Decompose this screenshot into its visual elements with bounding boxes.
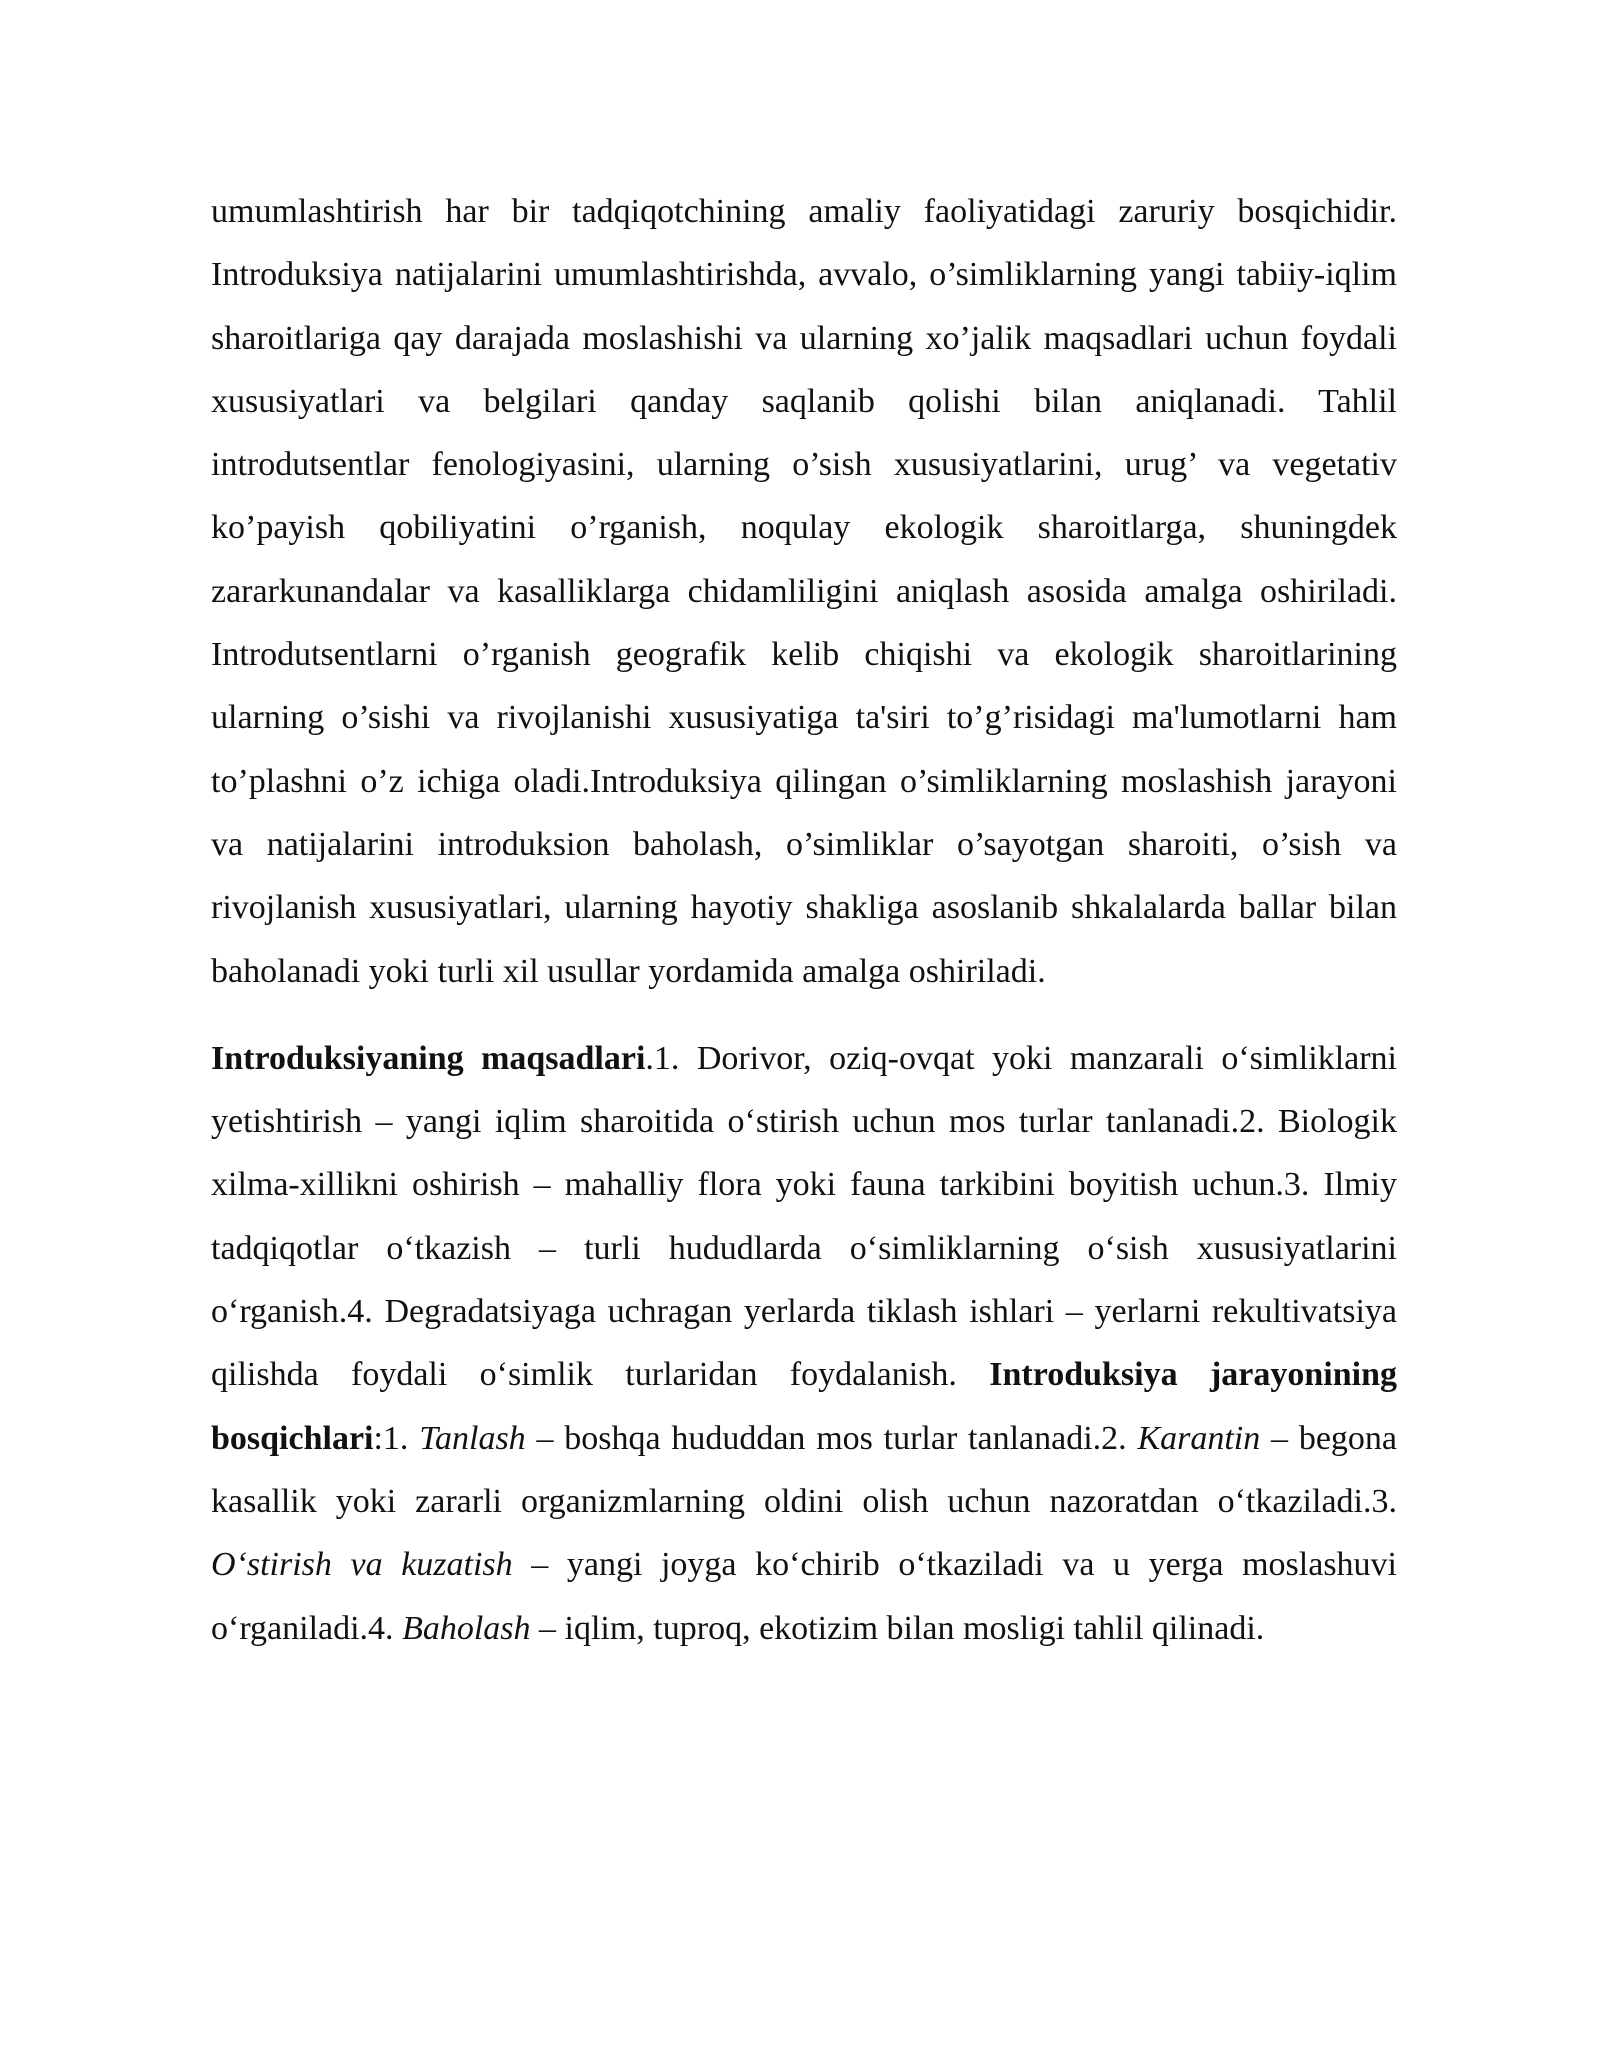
paragraph-introduction-results: umumlashtirish har bir tadqiqotchining amaliy faoliyatidagi zaruriy bosqichidir. Introduksiya natijalarini umumlashtirishda, avvalo, o’simliklarning yangi tabiiy-iqlim sharoitlariga qay darajada moslashishi va ularning xo’jalik maqsadlari uchun foydali xususiyatlari va belgilari qanday saqlanib qolishi bilan aniqlanadi. Tahlil introdutsentlar fenologiyasini, ularning o’sish xususiyatlarini, urug’ va vegetativ ko’payish qobiliyatini o’rganish, noqulay ekologik sharoitlarga, shuningdek zararkunandalar va kasalliklarga chidamliligini aniqlash asosida amalga oshiriladi. Introdutsentlarni o’rganish geografik kelib chiqishi va ekologik sharoitlarining ularning o’sishi va rivojlanishi xususiyatiga ta'siri to’g’risidagi ma'lumotlarni ham to’plashni o’z ichiga oladi.Introduksiya qilingan o’simliklarning moslashish jarayoni va natijalarini introduksion baholash, o’simliklar o’sayotgan sharoiti, o’sish va rivojlanish xususiyatlari, ularning hayotiy shakliga asoslanib shkalalarda ballar bilan baholanadi yoki turli xil usullar yordamida amalga oshiriladi. <box>211 193 1397 990</box>
stage-2-text: – begona kasallik yoki zararli organizmlarning oldini olish uchun nazoratdan o‘tkaziladi.3. <box>211 1419 1397 1520</box>
goals-text: .1. Dorivor, oziq-ovqat yoki manzarali o‘simliklarni yetishtirish – yangi iqlim sharoitida o‘stirish uchun mos turlar tanlanadi.2. Biologik xilma-xillikni oshirish – mahalliy flora yoki fauna tarkibini boyitish uchun.3. Ilmiy tadqiqotlar o‘tkazish – turli hududlarda o‘simliklarning o‘sish xususiyatlarini o‘rganish.4. Degradatsiyaga uchragan yerlarda tiklash ishlari – yerlarni rekultivatsiya qilishda foydali o‘simlik turlaridan foydalanish. <box>211 1039 1397 1394</box>
stages-heading: Introduksiya jarayonining bosqichlari <box>211 1356 1397 1457</box>
stage-3-term: O‘stirish va kuzatish <box>211 1546 513 1584</box>
stage-2-term: Karantin <box>1137 1419 1261 1457</box>
stage-1-prefix: :1. <box>373 1419 420 1457</box>
stage-1-text: – boshqa hududdan mos turlar tanlanadi.2. <box>525 1419 1138 1457</box>
stage-4-text: – iqlim, tuproq, ekotizim bilan mosligi tahlil qilinadi. <box>530 1609 1265 1647</box>
stage-3-text: – yangi joyga ko‘chirib o‘tkaziladi va u yerga moslashuvi o‘rganiladi.4. <box>211 1546 1397 1647</box>
stage-4-term: Baholash <box>402 1609 531 1647</box>
paragraph-goals-and-stages <box>211 1027 1397 1660</box>
document-page <box>211 180 1397 1660</box>
goals-heading: Introduksiyaning maqsadlari <box>211 1039 646 1077</box>
stage-1-term: Tanlash <box>419 1419 526 1457</box>
